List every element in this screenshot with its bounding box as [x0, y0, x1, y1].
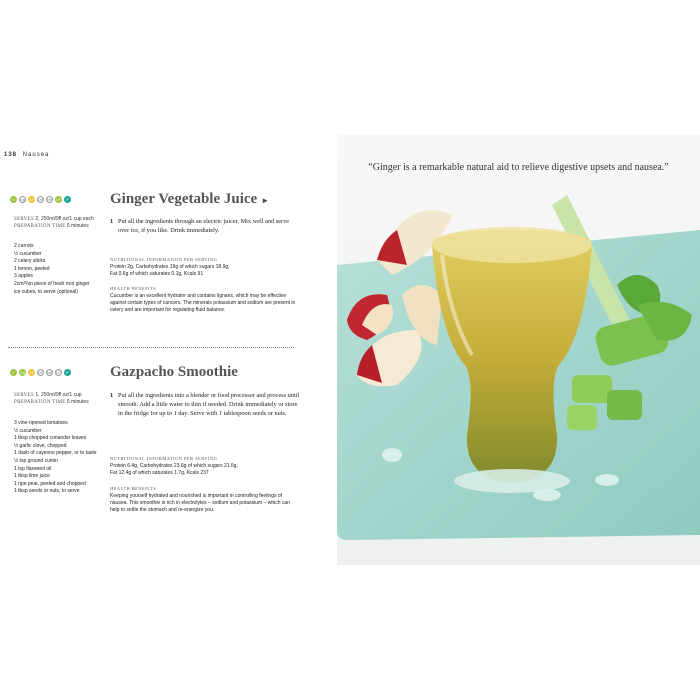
ingredient-item: 1 tbsp seeds or nuts, to serve	[14, 488, 80, 495]
ingredient-item: ½ tsp ground cumin	[14, 457, 58, 464]
nutrition-line: Fat 0.6g of which saturates 0.1g, Kcals 91	[110, 271, 204, 277]
benefits-heading: HEALTH BENEFITS	[110, 286, 157, 291]
ingredient-item: 3 apples	[14, 273, 33, 280]
recipe-meta	[14, 392, 89, 406]
nut-free-icon: NF	[47, 197, 53, 202]
ingredient-item: 1 tbsp lime juice	[14, 473, 50, 480]
nutrition-line: Protein 6.4g, Carbohydrates 23.6g of which sugars 21.6g,	[110, 463, 238, 469]
section-divider	[8, 347, 294, 348]
low-fat-icon: LF	[56, 197, 61, 202]
nutrition-info	[110, 264, 300, 278]
gluten-free-icon: GF	[29, 197, 35, 202]
serves-label: SERVES	[14, 217, 35, 222]
ingredient-item: ½ cucumber	[14, 250, 42, 257]
nutrition-info	[110, 463, 300, 477]
step-number: 1	[110, 218, 114, 225]
method-step	[110, 391, 300, 418]
prep-value: 5 minutes	[67, 223, 89, 229]
ingredient-item: 1 dash of cayenne pepper, or to taste	[14, 450, 97, 457]
ingredient-item: 1 lemon, peeled	[14, 265, 50, 272]
ingredient-item: 2 carrots	[14, 243, 34, 249]
ingredient-list	[14, 420, 109, 496]
ingredient-item: 1 tbsp chopped coriander leaves	[14, 435, 87, 442]
protein-icon: P	[64, 196, 71, 203]
nutrition-heading: NUTRITIONAL INFORMATION PER SERVING	[110, 456, 218, 461]
protein-icon: P	[64, 369, 71, 376]
recipe-photo	[337, 135, 700, 565]
serves-label: SERVES	[14, 393, 35, 398]
nutrition-heading: NUTRITIONAL INFORMATION PER SERVING	[110, 257, 218, 262]
ingredient-item: ½ cucumber	[14, 427, 42, 434]
nutrition-line: Protein 2g, Carbohydrates 19g of which sugars 18.9g,	[110, 264, 230, 270]
benefits-text: Cucumber is an excellent hydrator and contains lignans, which may be effective against certain types of cancers. The minerals potassium and sodium are present in celery and are important for regulating fluid balance.	[110, 293, 296, 313]
diet-icons	[10, 369, 71, 376]
method-step	[110, 217, 300, 235]
gluten-free-icon: GF	[29, 370, 35, 375]
vegetarian-icon: V	[10, 369, 17, 376]
ingredient-item: 2 celery sticks	[14, 258, 46, 265]
step-text: Put all the ingredients into a blender or food processor and process until smooth. Add a little water to thin if needed. Drink immediately or store in the fridge for up to 1 day. Serve with 1 tablespoon seeds or nuts.	[118, 392, 300, 417]
ingredient-item: 1 tsp flaxseed oil	[14, 465, 52, 472]
page-number: 138	[4, 152, 18, 158]
nut-free-icon: NF	[47, 370, 53, 375]
low-fat-icon: LF	[56, 370, 61, 375]
prep-value: 5 minutes	[67, 399, 89, 405]
juice-photo-illustration	[337, 135, 700, 565]
ingredient-item: 1 ripe pear, peeled and chopped	[14, 480, 86, 487]
recipe-title-text: Ginger Vegetable Juice	[110, 191, 258, 207]
vegan-icon: Vg	[20, 197, 25, 202]
prep-label: PREPARATION TIME	[14, 400, 66, 405]
arrow-right-icon: ►	[261, 196, 270, 205]
benefits-heading: HEALTH BENEFITS	[110, 486, 157, 491]
page-header	[4, 152, 49, 158]
step-number: 1	[110, 392, 114, 399]
serves-value: 1, 250ml/9fl oz/1 cup	[35, 392, 82, 398]
serves-value: 2, 250ml/9fl oz/1 cup each	[35, 216, 94, 222]
recipe-meta	[14, 216, 94, 230]
ingredient-item: ice cubes, to serve (optional)	[14, 288, 78, 295]
dairy-free-icon: DF	[38, 370, 44, 375]
recipe-title: Gazpacho Smoothie	[110, 364, 238, 380]
ingredient-list	[14, 243, 109, 296]
dairy-free-icon: DF	[38, 197, 44, 202]
nutrition-line: Fat 12.4g of which saturates 1.7g, Kcals 237	[110, 470, 209, 476]
benefits-text: Keeping yourself hydrated and nourished is important in controlling feelings of nausea. This smoothie is rich in electrolytes – sodium and potassium – which can help to settle the stomach and re-energize you.	[110, 493, 290, 513]
vegan-icon: Vg	[20, 370, 25, 375]
ingredient-item: ½ garlic clove, chopped	[14, 442, 67, 449]
ingredient-item: 2cm/¾in piece of fresh root ginger	[14, 280, 90, 287]
diet-icons	[10, 196, 71, 203]
prep-label: PREPARATION TIME	[14, 224, 66, 229]
recipe-title	[110, 191, 269, 208]
step-text: Put all the ingredients through an electric juicer. Mix well and serve over ice, if you like. Drink immediately.	[118, 218, 290, 234]
pull-quote: “Ginger is a remarkable natural aid to relieve digestive upsets and nausea.”	[368, 162, 669, 173]
section-name: Nausea	[22, 152, 50, 158]
vegetarian-icon: V	[10, 196, 17, 203]
ingredient-item: 3 vine-ripened tomatoes	[14, 420, 68, 426]
